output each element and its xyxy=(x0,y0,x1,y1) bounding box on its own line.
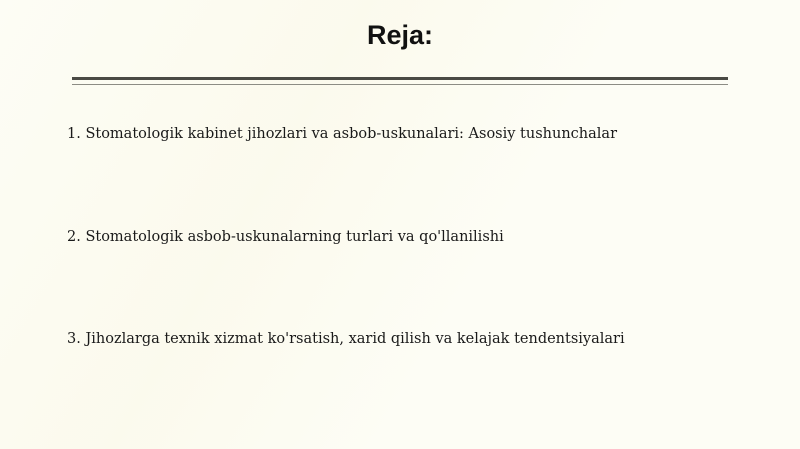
plan-item-1: 1. Stomatologik kabinet jihozlari va asbob-uskunalari: Asosiy tushunchalar xyxy=(67,126,617,142)
slide-title: Reja: xyxy=(366,20,434,50)
plan-item-2: 2. Stomatologik asbob-uskunalarning turlari va qo'llanilishi xyxy=(67,229,504,245)
title-divider-thin xyxy=(72,84,728,85)
plan-item-3: 3. Jihozlarga texnik xizmat ko'rsatish, xarid qilish va kelajak tendentsiyalari xyxy=(67,331,625,347)
title-divider-thick xyxy=(72,77,728,80)
